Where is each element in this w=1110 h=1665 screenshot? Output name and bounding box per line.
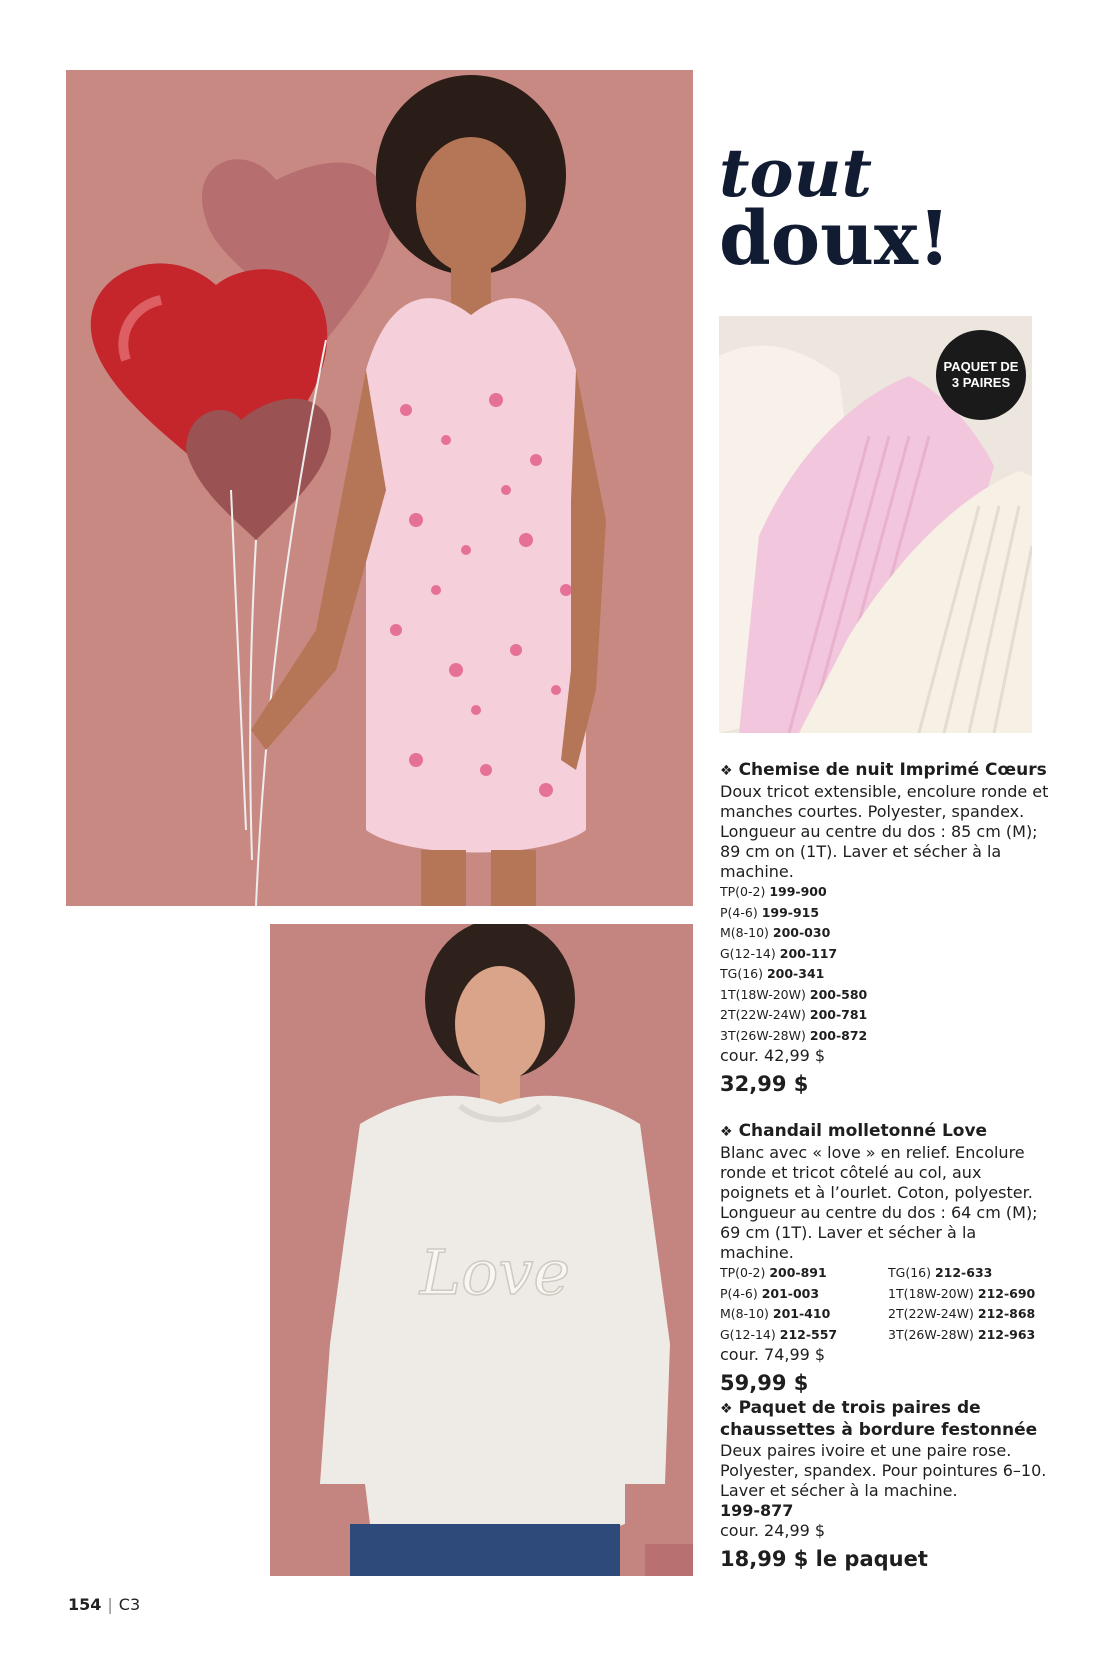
heart-print-nightgown: [366, 298, 586, 852]
nightgown-illustration: [66, 70, 693, 906]
sweatshirt-illustration: [270, 924, 693, 1576]
pack-badge: [936, 330, 1026, 420]
section-code: C3: [118, 1595, 141, 1614]
page-headline: [719, 134, 951, 282]
sku-row: 2T(22W-24W) 200-781: [720, 1007, 868, 1022]
sku-cell: TP(0-2) 200-891: [720, 1265, 827, 1280]
product-title: ❖ Paquet de trois paires de chaussettes à bordure festonnée: [720, 1398, 1038, 1440]
badge-line-2: 3 PAIRES: [951, 375, 1011, 390]
sku-cell: G(12-14) 212-557: [720, 1326, 838, 1342]
page-folio: [68, 1595, 140, 1614]
sale-price: 32,99 $: [720, 1072, 809, 1096]
sweatshirt-love-text: Love: [419, 1236, 571, 1309]
product-description: Doux tricot extensible, encolure ronde et manches courtes. Polyester, spandex. Longueur au centre du dos : 85 cm (M); 89 cm on (1T). Laver et sécher à la machine.: [720, 782, 1049, 881]
product-title: ❖ Chemise de nuit Imprimé Cœurs: [720, 760, 1047, 780]
sale-price: 18,99 $ le paquet: [720, 1547, 928, 1571]
sku-code: 199-877: [720, 1501, 794, 1520]
regular-price: cour. 42,99 $: [720, 1046, 826, 1065]
page-number: 154: [68, 1595, 102, 1614]
product-nightgown: [720, 760, 1055, 1098]
face: [455, 966, 545, 1082]
sku-cell: M(8-10) 201-410: [720, 1306, 831, 1321]
headline-line-2: doux!: [719, 196, 951, 282]
product-description: Deux paires ivoire et une paire rose. Polyester, spandex. Pour pointures 6–10. Laver et sécher à la machine.: [720, 1441, 1047, 1500]
diamond-bullet-icon: ❖: [720, 1124, 733, 1140]
diamond-bullet-icon: ❖: [720, 1401, 733, 1417]
diamond-bullet-icon: ❖: [720, 763, 733, 779]
sweatshirt-photo: [270, 924, 693, 1576]
sku-cell: 2T(22W-24W) 212-868: [888, 1306, 1036, 1321]
product-description: Blanc avec « love » en relief. Encolure ronde et tricot côtelé au col, aux poignets et à l’ourlet. Coton, polyester. Longueur au centre du dos : 64 cm (M); 69 cm (1T). Laver et sécher à la machine.: [720, 1143, 1038, 1262]
love-sweatshirt: [320, 1096, 670, 1539]
folio-divider: |: [107, 1595, 113, 1614]
sku-row: G(12-14) 200-117: [720, 945, 838, 961]
face: [416, 137, 526, 273]
sku-cell: P(4-6) 201-003: [720, 1285, 820, 1301]
badge-line-1: PAQUET DE: [943, 359, 1019, 374]
sku-row: TP(0-2) 199-900: [720, 884, 827, 899]
sku-row: TG(16) 200-341: [720, 966, 825, 981]
sku-row: P(4-6) 199-915: [720, 904, 820, 920]
product-title: ❖ Chandail molletonné Love: [720, 1121, 988, 1141]
sku-list: [720, 882, 1055, 1046]
headline-line-1: tout: [719, 134, 872, 212]
sku-cell: TG(16) 212-633: [888, 1265, 993, 1280]
jeans: [350, 1524, 620, 1576]
sku-row: 3T(26W-28W) 200-872: [720, 1027, 868, 1043]
sku-list: [720, 1263, 1055, 1345]
regular-price: cour. 24,99 $: [720, 1521, 826, 1540]
regular-price: cour. 74,99 $: [720, 1345, 826, 1364]
product-sweatshirt: [720, 1121, 1055, 1397]
sale-price: 59,99 $: [720, 1371, 809, 1395]
sku-cell: 3T(26W-28W) 212-963: [888, 1326, 1036, 1342]
sku-row: M(8-10) 200-030: [720, 925, 831, 940]
product-socks: [720, 1398, 1055, 1573]
sku-cell: 1T(18W-20W) 212-690: [888, 1285, 1036, 1301]
sku-row: 1T(18W-20W) 200-580: [720, 986, 868, 1002]
nightgown-photo: [66, 70, 693, 906]
